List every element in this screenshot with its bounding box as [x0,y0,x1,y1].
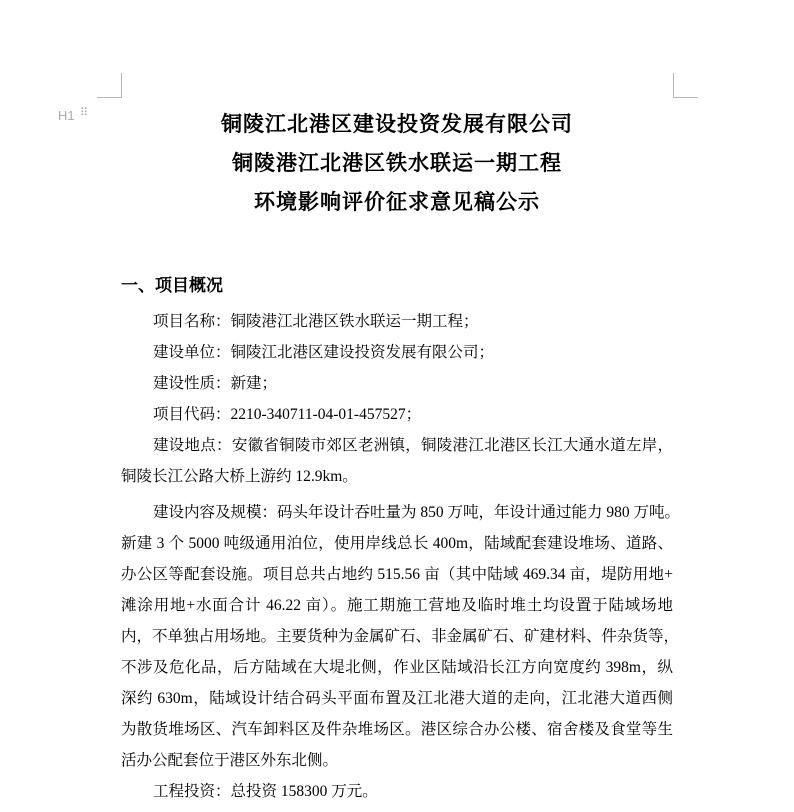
paragraph-line: 活办公配套位于港区外东北侧。 [121,752,339,769]
paragraph [121,430,673,492]
paragraph-line: 铜陵长江公路大桥上游约 12.9km。 [121,468,358,485]
page-margin-corner-right [673,73,698,98]
paragraph-line: 不涉及危化品，后方陆域在大堤北侧，作业区陆域沿长江方向宽度约 398m，纵 [121,659,673,676]
paragraph-line: 工程投资：总投资 158300 万元。 [153,783,378,800]
paragraph [121,399,673,430]
section-heading: 一、项目概况 [121,276,223,295]
drag-handle-icon[interactable]: ⠿ [80,106,88,119]
paragraph [121,497,681,776]
paragraph [121,776,673,807]
paragraph-line: 建设单位：铜陵江北港区建设投资发展有限公司； [153,344,495,361]
paragraph-line: 为散货堆场区、汽车卸料区及件杂堆场区。港区综合办公楼、宿舍楼及食堂等生 [121,721,673,738]
paragraph-line: 项目代码：2210-340711-04-01-457527； [153,406,422,423]
heading-level-marker[interactable] [58,108,75,123]
title-line-3: 环境影响评价征求意见稿公示 [254,190,540,214]
document-body [121,306,681,807]
paragraph-line: 内，不单独占用场地。主要货种为金属矿石、非金属矿石、矿建材料、件杂货等， [121,628,680,645]
title-line-2: 铜陵港江北港区铁水联运一期工程 [232,151,562,175]
paragraph-line: 建设性质：新建； [153,375,278,392]
paragraph [121,368,673,399]
paragraph-line: 建设地点：安徽省铜陵市郊区老洲镇，铜陵港江北港区长江大通水道左岸， [153,437,673,454]
paragraph [121,306,673,337]
title-line-1: 铜陵江北港区建设投资发展有限公司 [221,112,573,136]
paragraph-line: 项目名称：铜陵港江北港区铁水联运一期工程； [153,313,479,330]
paragraph-line: 新建 3 个 5000 吨级通用泊位，使用岸线总长 400m，陆域配套建设堆场、道路、 [121,535,673,552]
page-margin-corner-left [97,73,122,98]
paragraph-line: 深约 630m，陆域设计结合码头平面布置及江北港大道的走向，江北港大道西侧 [121,690,673,707]
paragraph [121,337,673,368]
heading-level-label: H1 [58,108,75,123]
paragraph-line: 建设内容及规模：码头年设计吞吐量为 850 万吨，年设计通过能力 980 万吨。 [153,504,681,521]
paragraph-line: 滩涂用地+水面合计 46.22 亩）。施工期施工营地及临时堆土均设置于陆域场地 [121,597,673,614]
paragraph-line: 办公区等配套设施。项目总共占地约 515.56 亩（其中陆域 469.34 亩，堤防用地+ [121,566,673,583]
